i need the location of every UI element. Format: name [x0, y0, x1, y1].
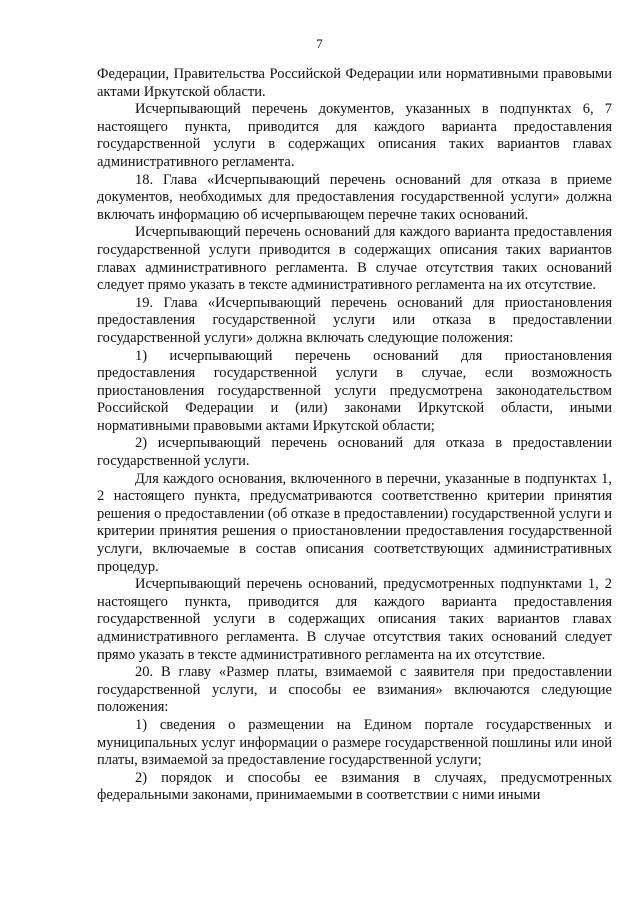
page-number: 7 — [316, 36, 323, 51]
list-item: 2) порядок и способы ее взимания в случаях, предусмотренных федеральными законами, принимаемыми в соответствии с ними иными — [97, 769, 612, 804]
paragraph: Исчерпывающий перечень оснований, предусмотренных подпунктами 1, 2 настоящего пункта, приводится для каждого варианта предоставления государственной услуги в содержащих описания таких вариантов главах административного регламента. В случае отсутствия таких оснований следует прямо указать в тексте административного регламента на их отсутствие. — [97, 576, 612, 663]
paragraph-continuation: Федерации, Правительства Российской Федерации или нормативными правовыми актами Иркутской области. — [97, 66, 612, 100]
paragraph-item-18: 18. Глава «Исчерпывающий перечень оснований для отказа в приеме документов, необходимых для предоставления государственной услуги» должна включать информацию об исчерпывающем перечне таких оснований. — [97, 171, 612, 223]
paragraph: Для каждого основания, включенного в перечни, указанные в подпунктах 1, 2 настоящего пункта, предусматриваются соответственно критерии принятия решения о предоставлении (об отказе в предоставлении) государственной услуги и критерии принятия решения о приостановлении предоставления государственной услуги, включаемые в состав описания соответствующих административных процедур. — [97, 470, 612, 575]
paragraph-item-19: 19. Глава «Исчерпывающий перечень оснований для приостановления предоставления государственной услуги или отказа в предоставлении государственной услуги» должна включать следующие положения: — [97, 294, 612, 346]
list-item: 2) исчерпывающий перечень оснований для отказа в предоставлении государственной услуги. — [97, 435, 612, 470]
paragraph-item-20: 20. В главу «Размер платы, взимаемой с заявителя при предоставлении государственной услуги, и способы ее взимания» включаются следующие положения: — [97, 664, 612, 716]
paragraph: Исчерпывающий перечень документов, указанных в подпунктах 6, 7 настоящего пункта, приводится для каждого варианта предоставления государственной услуги в содержащих описания таких вариантов главах административного регламента. — [97, 101, 612, 170]
paragraph: Исчерпывающий перечень оснований для каждого варианта предоставления государственной услуги приводится в содержащих описания таких вариантов главах административного регламента. В случае отсутствия таких оснований следует прямо указать в тексте административного регламента на их отсутствие. — [97, 224, 612, 294]
list-item: 1) исчерпывающий перечень оснований для приостановления предоставления государственной услуги в случае, если возможность приостановления государственной услуги предусмотрена законодательством Российской Федерации и (или) законами Иркутской области, иными нормативными правовыми актами Иркутской области; — [97, 347, 612, 434]
list-item: 1) сведения о размещении на Едином портале государственных и муниципальных услуг информации о размере государственной пошлины или иной платы, взимаемой за предоставление государственной услуги; — [97, 716, 612, 769]
document-body — [97, 66, 612, 805]
